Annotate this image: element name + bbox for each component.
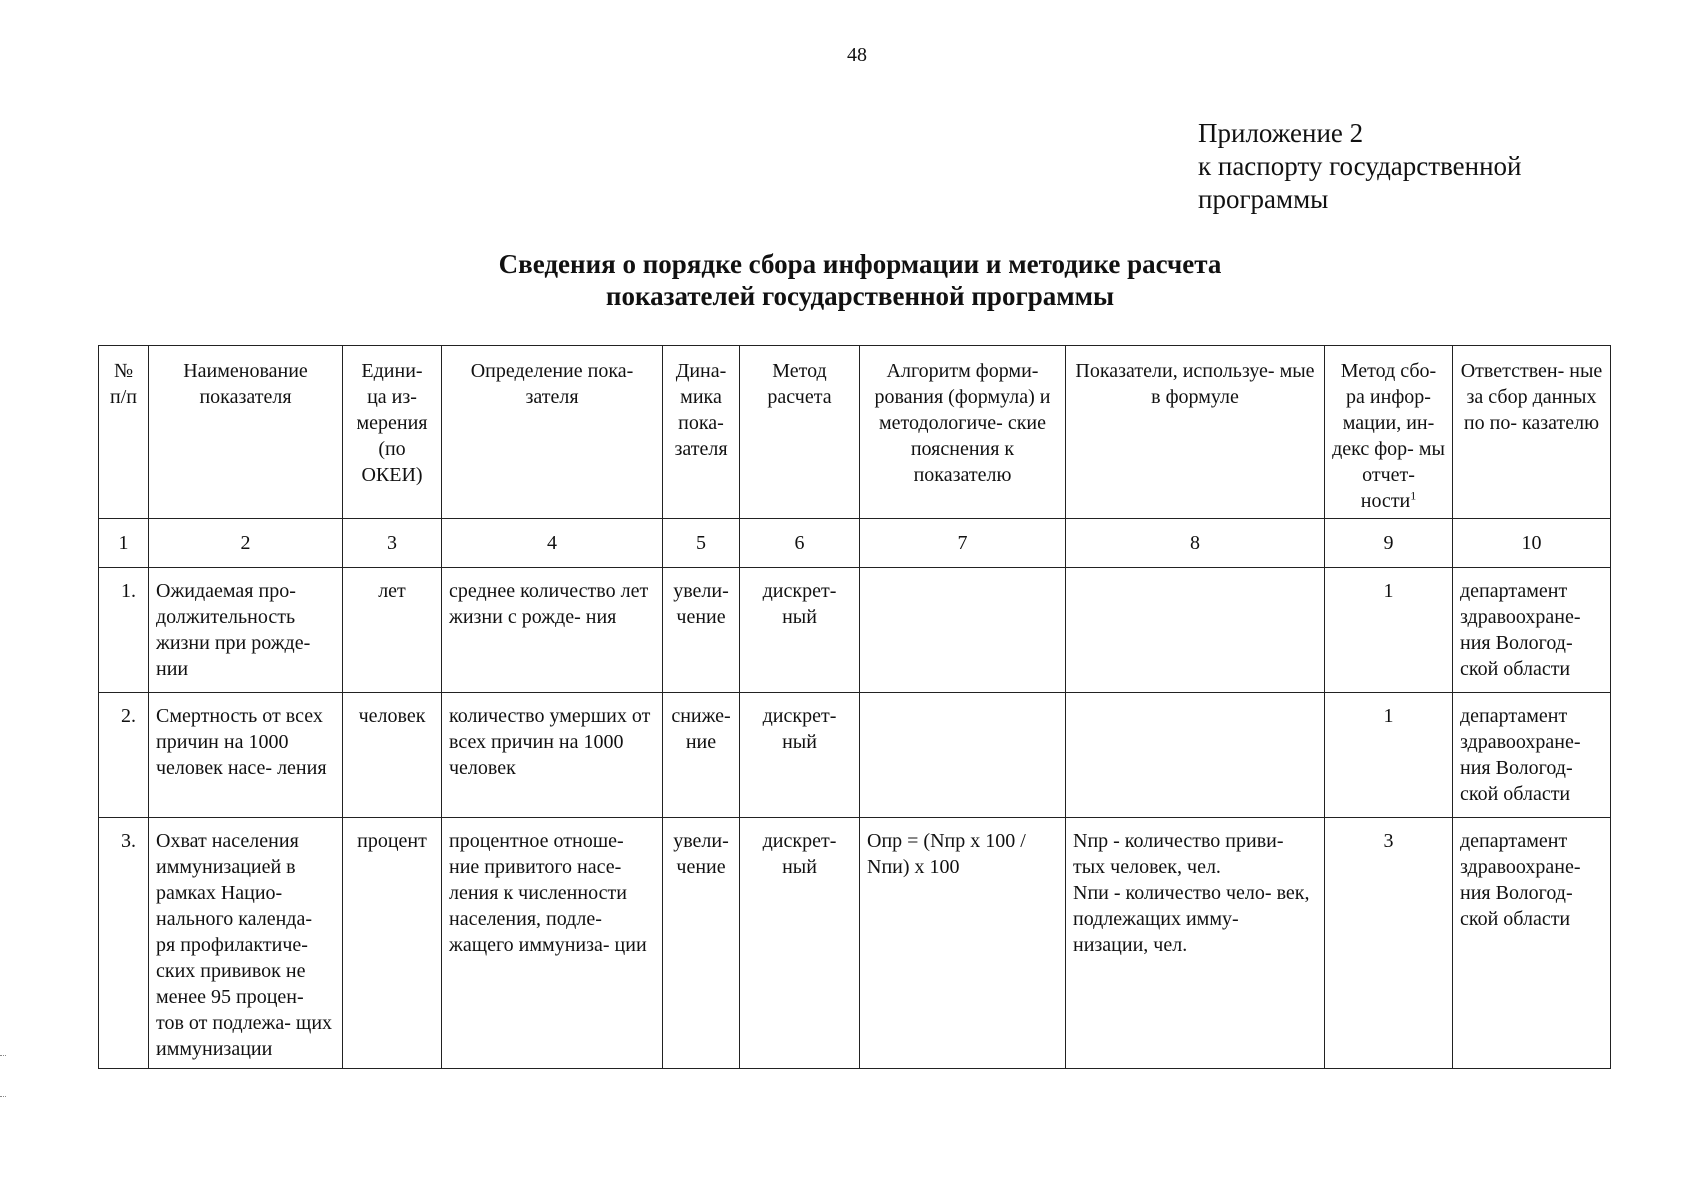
indicator-name: Охват населения иммунизацией в рамках Нацио- нального календа- ря профилактиче- ских прививок не менее 95 процен- тов от подлежа- щих иммунизации	[149, 818, 343, 1069]
column-number: 5	[663, 519, 740, 568]
table-row	[99, 693, 1611, 818]
table-row	[99, 568, 1611, 693]
calculation-method: дискрет- ный	[740, 693, 860, 818]
document-title	[0, 248, 1697, 312]
column-number: 2	[149, 519, 343, 568]
column-number: 7	[860, 519, 1066, 568]
formula-indicators	[1066, 568, 1325, 693]
indicator-name: Смертность от всех причин на 1000 человек насе- ления	[149, 693, 343, 818]
column-number: 6	[740, 519, 860, 568]
collection-method: 1	[1325, 568, 1453, 693]
calculation-algorithm	[860, 568, 1066, 693]
header-responsible: Ответствен- ные за сбор данных по по- казателю	[1453, 346, 1611, 519]
indicator-dynamics: увели- чение	[663, 818, 740, 1069]
calculation-method: дискрет- ный	[740, 818, 860, 1069]
appendix-line-2: к паспорту государственной	[1198, 151, 1522, 181]
appendix-line-1: Приложение 2	[1198, 118, 1364, 148]
calculation-algorithm	[860, 693, 1066, 818]
header-collection-method	[1325, 346, 1453, 519]
header-indicators: Показатели, используе- мые в формуле	[1066, 346, 1325, 519]
column-number: 4	[442, 519, 663, 568]
page-number: 48	[847, 44, 867, 66]
header-definition: Определение пока- зателя	[442, 346, 663, 519]
indicators-table	[98, 345, 1611, 1069]
header-name: Наименование показателя	[149, 346, 343, 519]
indicator-name: Ожидаемая про- должительность жизни при рожде- нии	[149, 568, 343, 693]
table-row	[99, 818, 1611, 1069]
responsible-party: департамент здравоохране- ния Вологод- ской области	[1453, 818, 1611, 1069]
calculation-algorithm: Опр = (Nпр х 100 / Nпи) х 100	[860, 818, 1066, 1069]
header-dynamics: Дина- мика пока- зателя	[663, 346, 740, 519]
document-title-line-2: показателей государственной программы	[605, 281, 1115, 311]
row-number: 1.	[99, 568, 149, 693]
header-unit: Едини- ца из- мерения (по ОКЕИ)	[343, 346, 442, 519]
column-number: 9	[1325, 519, 1453, 568]
footnote-mark: 1	[1410, 488, 1417, 503]
column-number: 1	[99, 519, 149, 568]
formula-indicators: Nпр - количество приви- тых человек, чел. Nпи - количество чело- век, подлежащих имму- низации, чел.	[1066, 818, 1325, 1069]
calculation-method: дискрет- ный	[740, 568, 860, 693]
column-number: 10	[1453, 519, 1611, 568]
unit-of-measure: лет	[343, 568, 442, 693]
column-number-row	[99, 519, 1611, 568]
appendix-line-3: программы	[1198, 184, 1329, 214]
row-number: 2.	[99, 693, 149, 818]
scan-edge-marks	[0, 1055, 6, 1097]
indicator-definition: количество умерших от всех причин на 1000 человек	[442, 693, 663, 818]
collection-method: 3	[1325, 818, 1453, 1069]
indicator-dynamics: сниже- ние	[663, 693, 740, 818]
column-number: 8	[1066, 519, 1325, 568]
formula-indicators	[1066, 693, 1325, 818]
indicator-dynamics: увели- чение	[663, 568, 740, 693]
appendix-note	[1198, 117, 1522, 216]
responsible-party: департамент здравоохране- ния Вологод- ской области	[1453, 568, 1611, 693]
column-number: 3	[343, 519, 442, 568]
indicator-definition: процентное отноше- ние привитого насе- ления к численности населения, подле- жащего иммуниза- ции	[442, 818, 663, 1069]
header-collection-label: Метод сбо- ра инфор- мации, ин- декс фор- мы отчет- ности	[1332, 360, 1445, 512]
header-algorithm: Алгоритм форми- рования (формула) и методологиче- ские пояснения к показателю	[860, 346, 1066, 519]
unit-of-measure: человек	[343, 693, 442, 818]
responsible-party: департамент здравоохране- ния Вологод- ской области	[1453, 693, 1611, 818]
indicator-definition: среднее количество лет жизни с рожде- ния	[442, 568, 663, 693]
header-number: № п/п	[99, 346, 149, 519]
header-method: Метод расчета	[740, 346, 860, 519]
collection-method: 1	[1325, 693, 1453, 818]
row-number: 3.	[99, 818, 149, 1069]
table-header-row	[99, 346, 1611, 519]
unit-of-measure: процент	[343, 818, 442, 1069]
document-title-line-1: Сведения о порядке сбора информации и методике расчета	[498, 249, 1222, 279]
